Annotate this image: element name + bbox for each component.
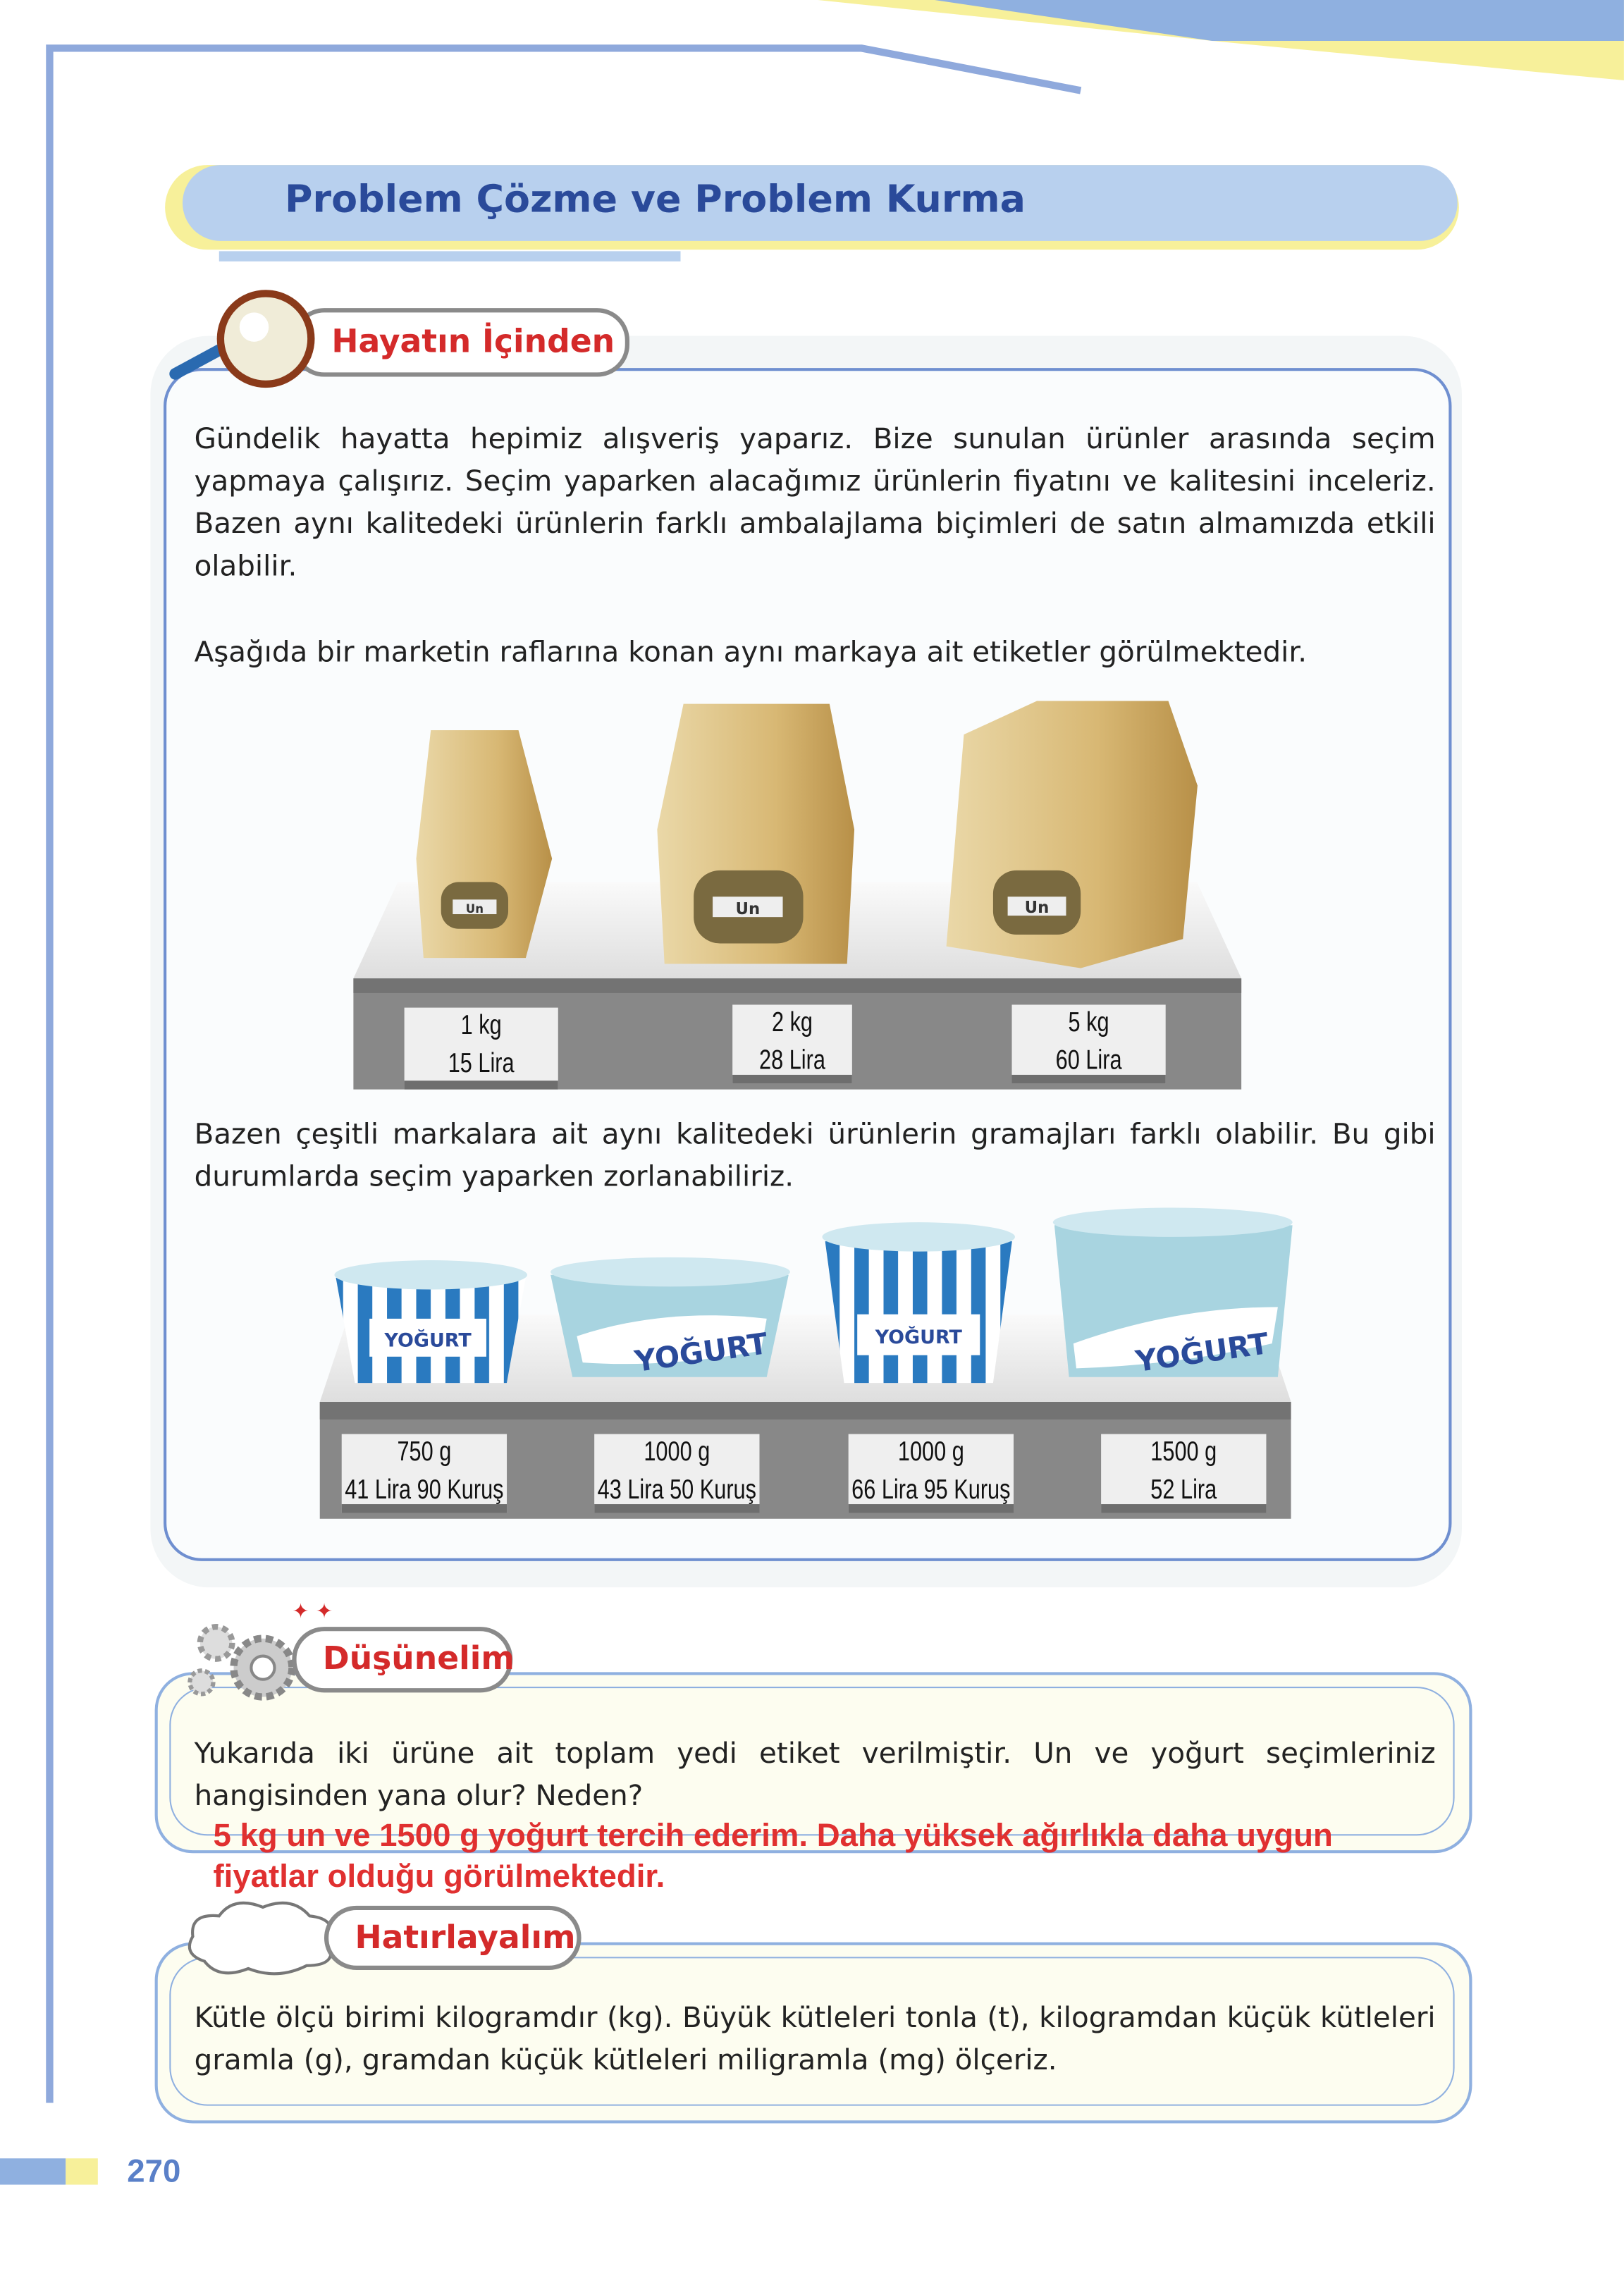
svg-text:Un: Un	[1024, 898, 1050, 917]
yogurt-cup-1500g	[1053, 1207, 1293, 1379]
yogurt-shelf-edge	[320, 1402, 1291, 1420]
price-label-yogurt-1500g: 1500 g 52 Lira	[1101, 1434, 1266, 1513]
intro-paragraph: Gündelik hayatta hepimiz alışveriş yaparız. Bize sunulan ürünler arasında seçim yapmaya çalışırız. Seçim yaparken alacağımız ürünlerin fiyatını ve kalitesini inceleriz. Bazen aynı kalitedeki ürünlerin farklı ambalajlama biçimleri de satın almamızda etkili olabilir.	[194, 421, 1436, 583]
svg-text:YOĞURT: YOĞURT	[632, 1326, 770, 1379]
page-title: Problem Çözme ve Problem Kurma	[285, 178, 1026, 222]
shelf-intro-paragraph: Aşağıda bir marketin raflarına konan aynı markaya ait etiketler görülmektedir.	[194, 635, 1308, 669]
flour-bag-2kg	[657, 704, 854, 964]
svg-text:YOĞURT: YOĞURT	[1133, 1326, 1271, 1379]
price-label-flour-5kg: 5 kg 60 Lira	[1012, 1004, 1166, 1083]
bag-label: Un	[465, 901, 484, 916]
hatirlayalim-label: Hatırlayalım	[324, 1906, 582, 1970]
svg-text:Un: Un	[735, 900, 761, 919]
flour-bags-illustration	[409, 698, 1226, 975]
brands-paragraph: Bazen çeşitli markalara ait aynı kalitedeki ürünlerin gramajları farklı olabilir. Bu gibi durumlarda seçim yaparken zorlanabiliriz.	[194, 1117, 1436, 1193]
hatirlayalim-text: Kütle ölçü birimi kilogramdır (kg). Büyük kütleleri tonla (t), kilogramdan küçük kütleleri gramla (g), gramdan küçük kütleleri miligramla (mg) ölçeriz.	[194, 2000, 1436, 2077]
svg-text:YOĞURT: YOĞURT	[384, 1329, 472, 1352]
dusunelim-label: Düşünelim	[292, 1627, 512, 1692]
header-underline	[219, 251, 681, 261]
magnifier-icon	[164, 289, 317, 391]
svg-text:✦ ✦: ✦ ✦	[292, 1599, 333, 1623]
footer-bar-blue	[0, 2158, 66, 2184]
yogurt-cup-1000g-b	[822, 1222, 1014, 1383]
dusunelim-question: Yukarıda iki ürüne ait toplam yedi etiket verilmiştir. Un ve yoğurt seçimleriniz hangisinden yana olur? Neden?	[194, 1736, 1436, 1813]
dusunelim-answer: 5 kg un ve 1500 g yoğurt tercih ederim. Daha yüksek ağırlıkla daha uygun fiyatlar olduğu görülmektedir.	[213, 1816, 1333, 1895]
price-label-yogurt-1000g-a: 1000 g 43 Lira 50 Kuruş	[594, 1434, 759, 1513]
price-label-flour-1kg: 1 kg 15 Lira	[405, 1008, 558, 1090]
yogurt-cup-1000g-a	[550, 1257, 790, 1379]
flour-bag-1kg	[416, 730, 552, 958]
yogurt-cup-750g	[334, 1260, 527, 1383]
flour-shelf-edge	[353, 978, 1241, 993]
svg-text:YOĞURT: YOĞURT	[875, 1326, 962, 1349]
footer-bar-yellow	[66, 2158, 98, 2184]
yogurt-cups-illustration	[328, 1205, 1300, 1394]
price-label-flour-2kg: 2 kg 28 Lira	[732, 1004, 852, 1083]
flour-bag-5kg	[947, 701, 1198, 968]
price-label-yogurt-1000g-b: 1000 g 66 Lira 95 Kuruş	[849, 1434, 1014, 1513]
hayatin-icinden-label: Hayatın İçinden	[292, 308, 629, 376]
page-number: 270	[127, 2152, 181, 2189]
price-label-yogurt-750g: 750 g 41 Lira 90 Kuruş	[342, 1434, 507, 1513]
